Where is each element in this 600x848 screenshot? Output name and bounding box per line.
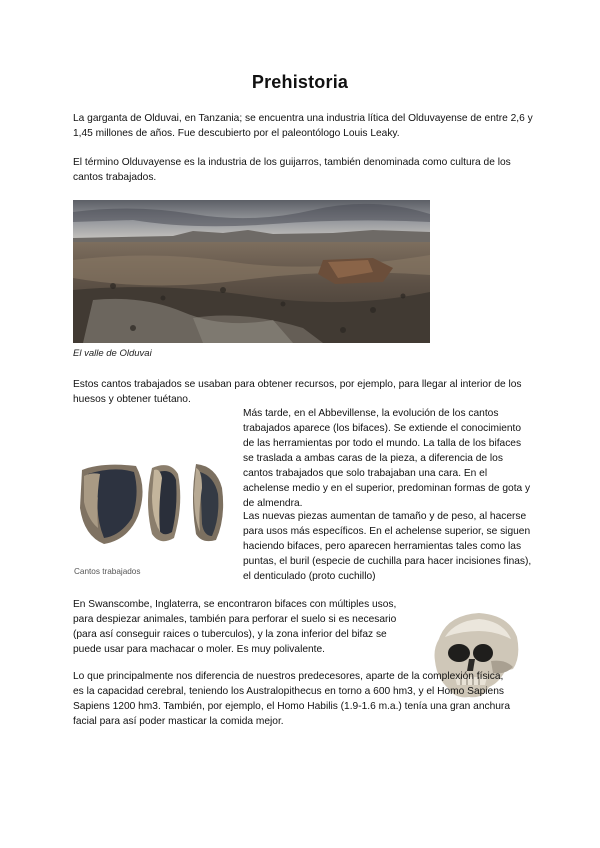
body-paragraph-3: Las nuevas piezas aumentan de tamaño y de peso, al hacerse para usos más específicos. En el achelense superior, se siguen haciendo bifaces, pero aparecen herramientas tales como las puntas, el buril (especie de cuchilla para hacer incisiones finas), el denticulado (proto cuchillo) [243, 511, 532, 582]
body-paragraph-2: Más tarde, en el Abbevillense, la evolución de los cantos trabajados aparece (los bifaces). Se extiende el conocimiento de las herramientas por todo el mundo. La talla de los bifaces se traslada a ambas caras de la pieza, a diferencia de los cantos trabajados que solo trabajaban una cara. En el achelense medio y en el superior, predominan formas de gota y de almendra. [243, 408, 531, 509]
body-paragraph-1: Estos cantos trabajados se usaban para obtener recursos, por ejemplo, para llegar al interior de los huesos y obtener tuétano. [73, 379, 522, 405]
body-paragraph-4: En Swanscombe, Inglaterra, se encontraron bifaces con múltiples usos, para despiezar animales, también para perforar el suelo si es necesario (para así conseguir raices o tuberculos), y la zona inferior del bifaz se puede usar para machacar o moler. Es muy polivalente. [73, 599, 397, 655]
intro-paragraph-2: El término Olduvayense es la industria de los guijarros, también denominada como cultura de los cantos trabajados. [73, 157, 511, 183]
worked-stones-photo [74, 458, 234, 548]
body-paragraph-5: Lo que principalmente nos diferencia de nuestros predecesores, aparte de la complexión física, es la capacidad cerebral, teniendo los Australopithecus en torno a 600 hm3, y el Homo Sapiens Sapiens 1200 hm3. También, por ejemplo, el Homo Habilis (1.9-1.6 m.a.) tenía una gran anchura facial para así poder masticar la comida mejor. [73, 671, 510, 727]
intro-paragraph-1: La garganta de Olduvai, en Tanzania; se encuentra una industria lítica del Olduvayense de entre 2,6 y 1,45 millones de años. Fue descubierto por el paleontólogo Louis Leaky. [73, 113, 533, 139]
page-title: Prehistoria [251, 72, 349, 92]
olduvai-valley-photo [73, 200, 430, 343]
stones-photo-caption: Cantos trabajados [74, 567, 141, 576]
valley-photo-caption: El valle de Olduvai [73, 348, 152, 359]
